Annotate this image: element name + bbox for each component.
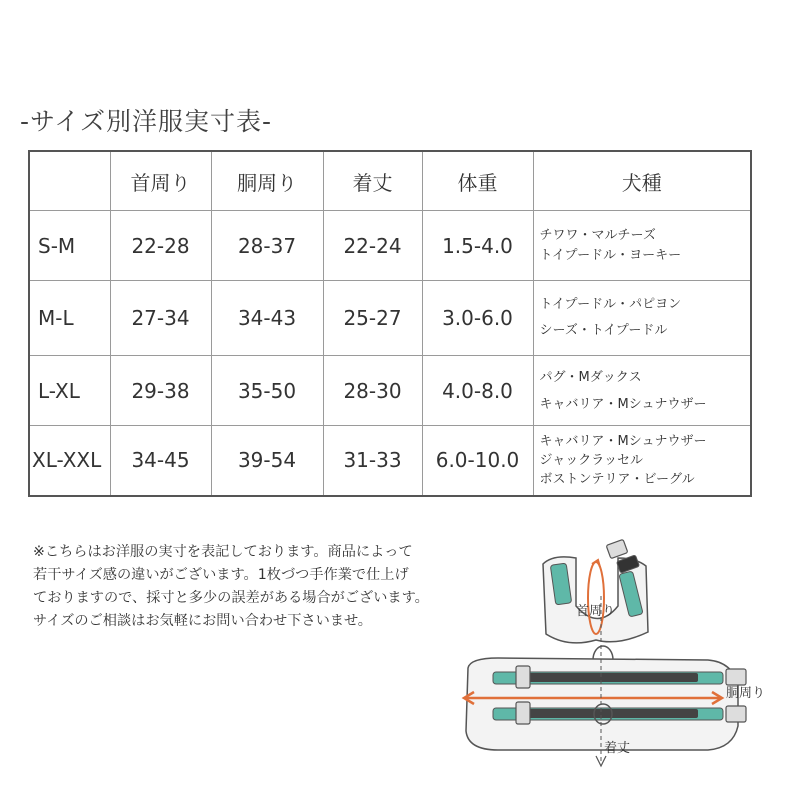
length-cell: 22-24 xyxy=(323,211,422,281)
table-row xyxy=(29,356,751,426)
neck-cell: 22-28 xyxy=(110,211,211,281)
size-cell: L-XL xyxy=(29,356,110,426)
length-cell: 25-27 xyxy=(323,281,422,356)
breed-line: トイプードル・ヨーキー xyxy=(539,247,682,263)
header-length: 着丈 xyxy=(323,151,422,211)
weight-cell: 3.0-6.0 xyxy=(422,281,533,356)
size-note xyxy=(33,541,503,633)
harness-diagram xyxy=(458,536,778,786)
neck-cell: 29-38 xyxy=(110,356,211,426)
header-size xyxy=(29,151,110,211)
page-title: -サイズ別洋服実寸表- xyxy=(20,107,273,136)
weight-cell: 1.5-4.0 xyxy=(422,211,533,281)
breed-line: ジャックラッセル xyxy=(539,452,643,468)
length-label: 着丈 xyxy=(604,741,631,756)
chest-cell: 28-37 xyxy=(211,211,323,281)
header-breed: 犬種 xyxy=(533,151,751,211)
vest-band-top xyxy=(518,673,698,682)
breed-cell xyxy=(533,356,751,426)
buckle-left-bottom xyxy=(516,702,530,724)
header-weight: 体重 xyxy=(422,151,533,211)
header-neck: 首周り xyxy=(110,151,211,211)
note-line: サイズのご相談はお気軽にお問い合わせ下さいませ。 xyxy=(33,613,372,629)
chest-cell: 35-50 xyxy=(211,356,323,426)
weight-cell: 6.0-10.0 xyxy=(422,426,533,496)
header-chest: 胴周り xyxy=(211,151,323,211)
chest-cell: 34-43 xyxy=(211,281,323,356)
table-header-row xyxy=(29,151,751,211)
breed-line: ボストンテリア・ビーグル xyxy=(539,471,695,487)
vest-band-bottom xyxy=(518,709,698,718)
chest-label: 胴周り xyxy=(726,686,766,701)
size-cell: S-M xyxy=(29,211,110,281)
breed-line: キャバリア・Mシュナウザー xyxy=(539,433,707,449)
buckle-right-bottom xyxy=(726,706,746,722)
weight-cell: 4.0-8.0 xyxy=(422,356,533,426)
breed-line: チワワ・マルチーズ xyxy=(539,227,656,243)
neck-cell: 34-45 xyxy=(110,426,211,496)
note-line: ※こちらはお洋服の実寸を表記しております。商品によって xyxy=(33,544,413,560)
table-row xyxy=(29,426,751,496)
size-cell: M-L xyxy=(29,281,110,356)
note-line: ておりますので、採寸と多少の誤差がある場合がございます。 xyxy=(33,590,429,606)
breed-line: トイプードル・パピヨン xyxy=(539,297,682,312)
table-row xyxy=(29,281,751,356)
size-table xyxy=(28,150,752,497)
breed-line: シーズ・トイプードル xyxy=(539,323,668,338)
breed-line: パグ・Mダックス xyxy=(539,369,642,385)
chest-cell: 39-54 xyxy=(211,426,323,496)
size-cell: XL-XXL xyxy=(29,426,110,496)
length-cell: 31-33 xyxy=(323,426,422,496)
breed-cell xyxy=(533,211,751,281)
note-line: 若干サイズ感の違いがございます。1枚づつ手作業で仕上げ xyxy=(33,567,409,583)
collar-buckle xyxy=(606,539,628,558)
neck-label: 首周り xyxy=(576,604,616,619)
neck-cell: 27-34 xyxy=(110,281,211,356)
breed-cell xyxy=(533,281,751,356)
breed-cell xyxy=(533,426,751,496)
breed-line: キャバリア・Mシュナウザー xyxy=(539,396,707,412)
buckle-left-top xyxy=(516,666,530,688)
table-row xyxy=(29,211,751,281)
length-cell: 28-30 xyxy=(323,356,422,426)
